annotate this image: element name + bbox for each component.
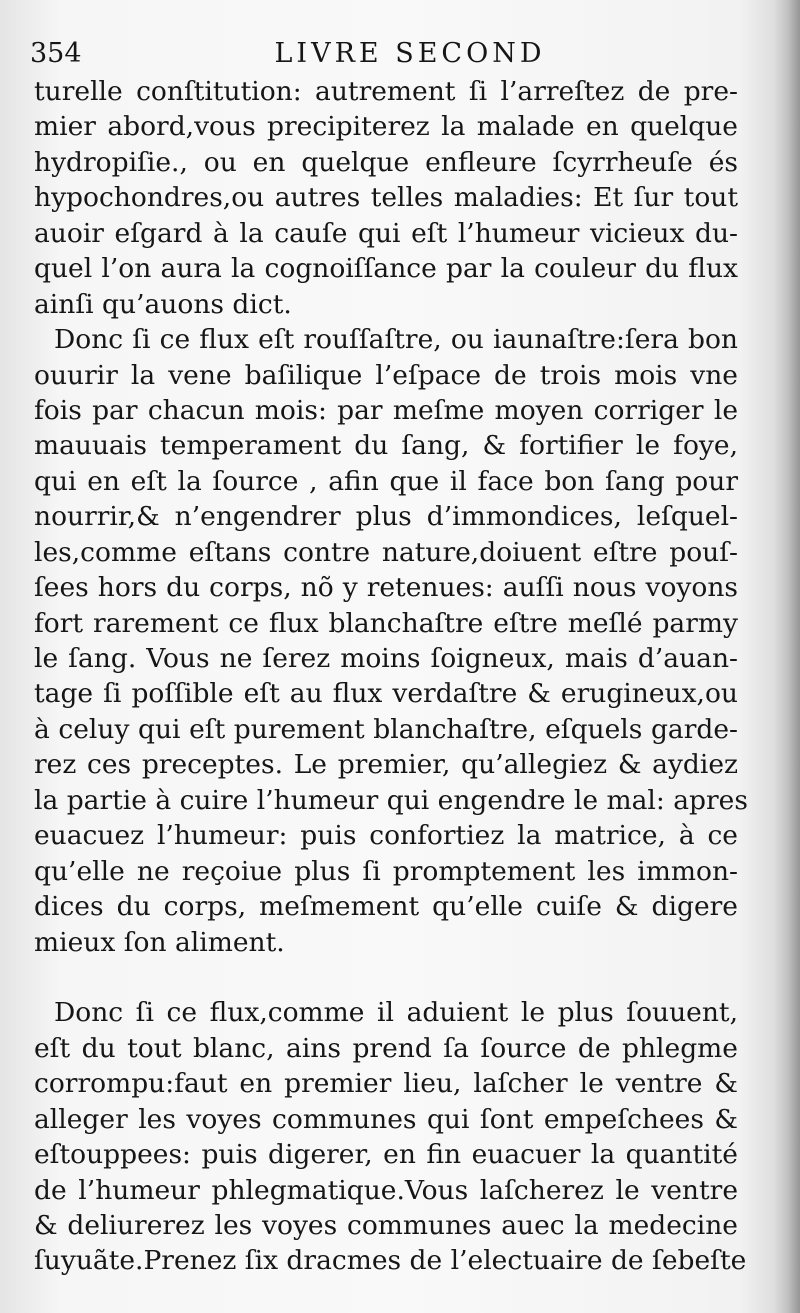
text-line: ouurir la vene baſilique l’eſpace de trois mois vne [34,359,738,391]
text-line: ainſi qu’auons dict. [34,288,292,320]
text-line: dices du corps, meſmement qu’elle cuiſe & digere [34,891,738,923]
text-line: à celuy qui eſt purement blanchaſtre, eſquels garde- [34,713,738,745]
running-head: LIVRE SECOND [274,38,546,69]
page-gutter-shadow [774,0,800,1313]
text-line: hypochondres,ou autres telles maladies: Et ſur tout [34,182,738,214]
text-line: auoir eſgard à la cauſe qui eſt l’humeur vicieux du- [34,217,738,249]
page-number: 354 [30,38,82,69]
paragraph-gap [34,960,738,995]
page-header [30,34,750,74]
text-line: mieux ſon aliment. [34,926,285,958]
text-line: les,comme eſtans contre nature,doiuent eſtre pouſ- [34,536,738,568]
text-line: rez ces preceptes. Le premier, qu’allegiez & aydiez [34,749,738,781]
body-text [34,74,748,1279]
text-line: alleger les voyes communes qui ſont empeſchees & [34,1103,738,1135]
text-line: ſuyuãte.Prenez ſix dracmes de l’electuaire de ſebeſte [34,1245,747,1277]
text-line: mier abord,vous precipiterez la malade en quelque [34,111,738,143]
text-line: fois par chacun mois: par meſme moyen corriger le [34,394,738,426]
text-line: turelle conſtitution: autrement ſi l’arreſtez de pre- [34,76,738,107]
text-line: le ſang. Vous ne ſerez moins ſoigneux, mais d’auan- [34,643,738,674]
text-line: qu’elle ne reçoiue plus ſi promptement les immon- [34,855,738,887]
text-line: eſtouppees: puis digerer, en fin euacuer la quantité [34,1139,738,1171]
text-line: & deliurerez les voyes communes auec la medecine [34,1210,738,1241]
text-line: fort rarement ce flux blanchaſtre eſtre meſlé parmy [34,607,738,639]
text-line: mauuais temperament du ſang, & fortifier le foye, [34,430,738,462]
text-line: la partie à cuire l’humeur qui engendre le mal: apres [34,784,748,816]
text-line: tage ſi poſſible eſt au flux verdaſtre & erugineux,ou [34,678,738,710]
text-line: corrompu:faut en premier lieu, laſcher le ventre & [34,1068,738,1100]
text-line: eſt du tout blanc, ains prend ſa ſource de phlegme [34,1032,738,1064]
text-line: euacuez l’humeur: puis confortiez la matrice, à ce [34,820,738,852]
text-line: qui en eſt la ſource , afin que il face bon ſang pour [34,465,738,497]
text-line: quel l’on aura la cognoiſſance par la couleur du flux [34,253,738,285]
text-line: hydropiſie., ou en quelque enfleure ſcyrrheuſe és [34,146,738,178]
text-line: de l’humeur phlegmatique.Vous laſcherez le ventre [34,1174,738,1206]
paragraph-start-line: Donc ſi ce flux eſt rouſſaſtre, ou iaunaſtre:ſera bon [54,324,738,356]
text-line: ſees hors du corps, nõ y retenues: auſſi nous voyons [34,572,738,604]
text-line: nourrir,& n’engendrer plus d’immondices, leſquel- [34,501,738,533]
paragraph-start-line: Donc ſi ce flux,comme il aduient le plus ſouuent, [54,997,738,1029]
